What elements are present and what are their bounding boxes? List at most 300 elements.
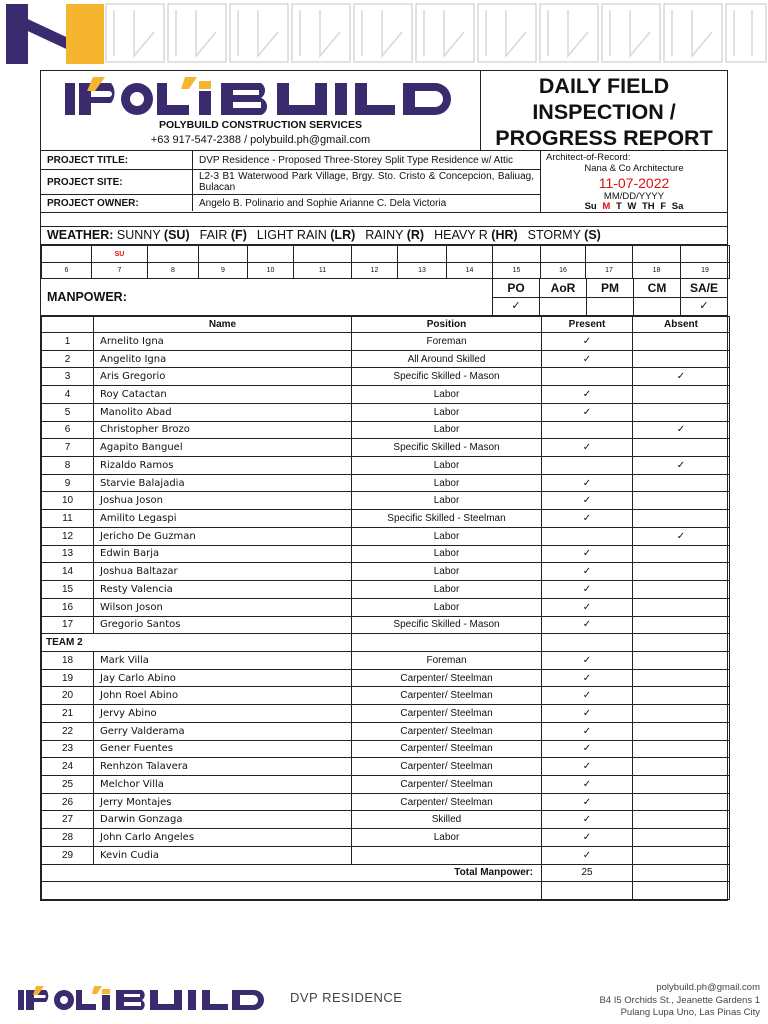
table-row [42,634,730,652]
project-site-value: L2-3 B1 Waterwood Park Village, Brgy. Sto. Cristo & Concepcion, Baliuag, Bulacan [199,171,534,193]
present-check[interactable]: ✓ [542,616,633,634]
absent-check[interactable] [633,386,730,404]
report-date: 11-07-2022 [598,175,670,191]
crew-number: 23 [42,740,94,758]
crew-position: Labor [352,403,542,421]
crew-position: Labor [352,527,542,545]
weather-hour-cell[interactable] [586,246,633,263]
absent-check[interactable] [633,439,730,457]
crew-number: 6 [42,421,94,439]
crew-name: Jericho De Guzman [94,527,352,545]
aor-value: Nana & Co Architecture [584,163,684,174]
absent-check[interactable] [633,545,730,563]
role-label: SA/E [681,279,727,298]
crew-name: Starvie Balajadia [94,474,352,492]
weather-option-text: HEAVY R [434,228,492,242]
present-check[interactable]: ✓ [542,386,633,404]
role-pm [587,279,634,315]
present-check[interactable] [542,527,633,545]
hour-label: 13 [398,263,447,279]
present-check[interactable]: ✓ [542,474,633,492]
company-contact: +63 917-547-2388 / polybuild.ph@gmail.com [150,134,371,146]
absent-check[interactable]: ✓ [633,421,730,439]
blank-cell [542,882,633,900]
table-row [42,333,730,351]
footer-address-block [599,982,760,1020]
weather-hour-grid [41,245,730,279]
weather-label: WEATHER: [47,228,117,242]
absent-check[interactable] [633,563,730,581]
table-row [42,563,730,581]
weather-option [528,228,601,242]
absent-check[interactable]: ✓ [633,457,730,475]
crew-position: Specific Skilled - Steelman [352,510,542,528]
table-row [42,403,730,421]
weather-hour-cell[interactable] [352,246,398,263]
crew-name: Gerry Valderama [94,722,352,740]
crew-position: Labor [352,421,542,439]
table-row [42,421,730,439]
report-title-line: PROGRESS REPORT [495,126,713,150]
absent-check[interactable] [633,598,730,616]
report-title-line: INSPECTION / [532,100,676,124]
weather-option [257,228,355,242]
crew-number: 22 [42,722,94,740]
crew-position: Labor [352,457,542,475]
crew-name: Jervy Abino [94,705,352,723]
hour-label: 9 [199,263,248,279]
crew-number: 12 [42,527,94,545]
absent-check[interactable] [633,793,730,811]
hour-label: 15 [493,263,541,279]
crew-number: 28 [42,829,94,847]
brand-block [41,71,481,150]
present-check[interactable]: ✓ [542,333,633,351]
role-cm [634,279,681,315]
weekday-t[interactable]: T [615,201,622,212]
weather-hour-cell[interactable] [681,246,730,263]
weather-hour-cell[interactable] [541,246,586,263]
crew-name: Agapito Banguel [94,439,352,457]
present-check[interactable]: ✓ [542,775,633,793]
hour-label: 16 [541,263,586,279]
absent-check[interactable] [633,705,730,723]
empty-cell [542,634,633,652]
crew-name: Jay Carlo Abino [94,669,352,687]
present-check[interactable]: ✓ [542,846,633,864]
report-title [481,71,727,150]
crew-name: Manolito Abad [94,403,352,421]
crew-name: Wilson Joson [94,598,352,616]
crew-position: Carpenter/ Steelman [352,758,542,776]
crew-position: Labor [352,829,542,847]
aor-label: Architect-of-Record: [546,152,631,163]
footer-project-name: DVP RESIDENCE [290,990,403,1005]
crew-position: Labor [352,474,542,492]
header-present: Present [542,317,633,333]
crew-name: Gregorio Santos [94,616,352,634]
present-check[interactable]: ✓ [542,669,633,687]
team-label: TEAM 2 [42,634,352,652]
present-check[interactable]: ✓ [542,722,633,740]
absent-check[interactable] [633,510,730,528]
weather-option-code: (HR) [491,228,518,242]
crew-position: Carpenter/ Steelman [352,740,542,758]
table-row [42,510,730,528]
role-po [493,279,540,315]
crew-name: Arnelito Igna [94,333,352,351]
crew-position: Specific Skilled - Mason [352,439,542,457]
table-row [42,616,730,634]
absent-check[interactable] [633,758,730,776]
absent-check[interactable] [633,829,730,847]
hour-label: 10 [248,263,294,279]
crew-position: Carpenter/ Steelman [352,687,542,705]
manpower-label: MANPOWER: [41,279,493,315]
crew-position: Foreman [352,651,542,669]
present-check[interactable]: ✓ [542,687,633,705]
absent-check[interactable] [633,811,730,829]
project-title-label: PROJECT TITLE: [41,151,193,169]
weekday-m[interactable]: M [602,201,611,212]
weather-option [365,228,424,242]
hour-label: 8 [148,263,199,279]
crew-number: 18 [42,651,94,669]
absent-check[interactable] [633,846,730,864]
role-aor [540,279,587,315]
project-info [41,151,727,213]
crew-number: 15 [42,581,94,599]
hours-row [42,263,730,279]
footer-address-line: Pulang Lupa Uno, Las Pinas City [620,1007,760,1018]
weather-option-code: (R) [406,228,425,242]
table-row [42,669,730,687]
spacer-row [41,213,727,227]
band-outline-pattern [104,2,768,64]
weather-option-text: STORMY [527,228,585,242]
present-check[interactable]: ✓ [542,581,633,599]
present-check[interactable]: ✓ [542,439,633,457]
crew-name: Joshua Joson [94,492,352,510]
crew-position: Carpenter/ Steelman [352,669,542,687]
weekday-sa[interactable]: Sa [671,201,684,212]
table-row [42,439,730,457]
header-name: Name [94,317,352,333]
weather-hour-cell[interactable] [447,246,493,263]
table-row [42,775,730,793]
table-row [42,651,730,669]
empty-cell [633,634,730,652]
weather-hour-cell[interactable] [199,246,248,263]
absent-check[interactable] [633,775,730,793]
table-row [42,758,730,776]
role-check[interactable] [540,298,586,315]
present-check[interactable]: ✓ [542,350,633,368]
crew-position: Labor [352,581,542,599]
crew-number: 21 [42,705,94,723]
crew-position: Foreman [352,333,542,351]
crew-number: 17 [42,616,94,634]
present-check[interactable]: ✓ [542,492,633,510]
role-label: PO [493,279,539,298]
absent-check[interactable] [633,722,730,740]
present-check[interactable]: ✓ [542,563,633,581]
crew-number: 11 [42,510,94,528]
weekday-selector [541,201,727,212]
weather-option-text: SUNNY [116,228,164,242]
crew-name: Rizaldo Ramos [94,457,352,475]
crew-number: 16 [42,598,94,616]
present-check[interactable]: ✓ [542,403,633,421]
project-owner-value: Angelo B. Polinario and Sophie Arianne C. Dela Victoria [199,197,447,209]
project-title-row [41,151,540,170]
project-owner-row [41,195,540,211]
crew-number: 1 [42,333,94,351]
weather-hour-cell[interactable] [294,246,352,263]
present-check[interactable]: ✓ [542,829,633,847]
crew-number: 19 [42,669,94,687]
table-row [42,581,730,599]
absent-check[interactable]: ✓ [633,527,730,545]
aor-date-block [541,151,727,212]
hour-label: 17 [586,263,633,279]
crew-number: 9 [42,474,94,492]
crew-number: 10 [42,492,94,510]
total-manpower-value: 25 [542,864,633,882]
role-check[interactable] [634,298,680,315]
table-row [42,793,730,811]
blank-footer-row [42,882,730,900]
absent-check[interactable] [633,581,730,599]
footer-polybuild-logo [18,986,280,1012]
absent-check[interactable] [633,403,730,421]
footer-email[interactable]: polybuild.ph@gmail.com [656,982,760,993]
crew-table [41,316,730,900]
crew-position: All Around Skilled [352,350,542,368]
weather-hour-cell[interactable] [42,246,92,263]
crew-name: Kevin Cudia [94,846,352,864]
role-sae [681,279,727,315]
table-row [42,687,730,705]
present-check[interactable] [542,368,633,386]
crew-position: Specific Skilled - Mason [352,368,542,386]
crew-number: 14 [42,563,94,581]
header-absent: Absent [633,317,730,333]
crew-name: Darwin Gonzaga [94,811,352,829]
table-row [42,492,730,510]
table-row [42,705,730,723]
crew-name: Joshua Baltazar [94,563,352,581]
table-row [42,829,730,847]
empty-cell [352,634,542,652]
blank-cell [42,882,542,900]
absent-check[interactable] [633,669,730,687]
crew-number: 4 [42,386,94,404]
hour-label: 11 [294,263,352,279]
crew-position: Labor [352,386,542,404]
crew-position: Labor [352,598,542,616]
weather-hour-cell[interactable] [248,246,294,263]
weather-option-text: RAINY [365,228,407,242]
present-check[interactable]: ✓ [542,758,633,776]
crew-number: 8 [42,457,94,475]
present-check[interactable]: ✓ [542,651,633,669]
crew-number: 20 [42,687,94,705]
present-check[interactable]: ✓ [542,811,633,829]
crew-name: Resty Valencia [94,581,352,599]
band-purple-block [6,4,28,64]
table-row [42,457,730,475]
table-row [42,722,730,740]
band-yellow-block [66,4,104,64]
table-row [42,386,730,404]
table-row [42,527,730,545]
project-site-row [41,170,540,195]
crew-position: Carpenter/ Steelman [352,793,542,811]
crew-name: Roy Catactan [94,386,352,404]
weather-option-code: (S) [584,228,601,242]
present-check[interactable]: ✓ [542,740,633,758]
crew-position: Skilled [352,811,542,829]
table-row [42,740,730,758]
company-name: POLYBUILD CONSTRUCTION SERVICES [158,119,363,131]
weekday-su[interactable]: Su [584,201,597,212]
absent-check[interactable] [633,474,730,492]
present-check[interactable]: ✓ [542,705,633,723]
weather-hour-cell[interactable] [398,246,447,263]
crew-name: John Roel Abino [94,687,352,705]
crew-number: 13 [42,545,94,563]
weather-option [434,228,518,242]
absent-check[interactable] [633,492,730,510]
project-title-value: DVP Residence - Proposed Three-Storey Split Type Residence w/ Attic [199,154,514,166]
weather-hour-cell[interactable] [493,246,541,263]
weather-hour-cell[interactable] [148,246,199,263]
hour-label: 12 [352,263,398,279]
weather-option [117,228,190,242]
crew-number: 2 [42,350,94,368]
table-row [42,474,730,492]
report-title-line: DAILY FIELD [538,74,670,98]
crew-number: 24 [42,758,94,776]
absent-check[interactable]: ✓ [633,368,730,386]
crew-name: John Carlo Angeles [94,829,352,847]
present-check[interactable] [542,421,633,439]
crew-name: Edwin Barja [94,545,352,563]
weather-cells-row [42,246,730,263]
weather-option-text: FAIR [199,228,231,242]
weather-option-code: (F) [230,228,247,242]
role-check[interactable]: ✓ [699,300,709,312]
report-header [41,71,727,151]
crew-position: Labor [352,492,542,510]
manpower-roles [493,279,727,315]
table-row [42,598,730,616]
absent-check[interactable] [633,350,730,368]
hour-label: 14 [447,263,493,279]
weekday-f[interactable]: F [660,201,667,212]
total-manpower-label: Total Manpower: [42,864,542,882]
role-check[interactable] [587,298,633,315]
table-row [42,368,730,386]
header-position: Position [352,317,542,333]
table-row [42,545,730,563]
crew-name: Aris Gregorio [94,368,352,386]
weekday-th[interactable]: TH [642,201,655,212]
crew-number: 26 [42,793,94,811]
present-check[interactable] [542,457,633,475]
total-empty-cell [633,864,730,882]
crew-position: Specific Skilled - Mason [352,616,542,634]
total-row [42,864,730,882]
crew-header-row [42,317,730,333]
crew-number: 7 [42,439,94,457]
role-label: PM [587,279,633,298]
crew-position: Labor [352,545,542,563]
weather-option-code: (SU) [163,228,190,242]
hour-label: 18 [633,263,681,279]
crew-name: Amilito Legaspi [94,510,352,528]
band-purple-diagonal [28,19,66,49]
present-check[interactable]: ✓ [542,510,633,528]
crew-name: Christopher Brozo [94,421,352,439]
weather-hour-cell[interactable]: SU [92,246,148,263]
project-info-fields [41,151,541,212]
crew-number: 27 [42,811,94,829]
present-check[interactable]: ✓ [542,793,633,811]
crew-name: Jerry Montajes [94,793,352,811]
crew-position: Carpenter/ Steelman [352,705,542,723]
crew-position: Carpenter/ Steelman [352,775,542,793]
role-label: AoR [540,279,586,298]
absent-check[interactable] [633,651,730,669]
weekday-w[interactable]: W [627,201,637,212]
project-owner-label: PROJECT OWNER: [41,195,193,211]
crew-position: Labor [352,563,542,581]
crew-name: Gener Fuentes [94,740,352,758]
weather-row [41,227,727,245]
absent-check[interactable] [633,616,730,634]
hour-label: 19 [681,263,730,279]
absent-check[interactable] [633,333,730,351]
crew-name: Melchor Villa [94,775,352,793]
crew-number: 29 [42,846,94,864]
blank-cell [633,882,730,900]
table-row [42,811,730,829]
role-check[interactable]: ✓ [511,300,521,312]
present-check[interactable]: ✓ [542,545,633,563]
role-label: CM [634,279,680,298]
hour-label: 7 [92,263,148,279]
crew-name: Mark Villa [94,651,352,669]
present-check[interactable]: ✓ [542,598,633,616]
absent-check[interactable] [633,740,730,758]
crew-number: 3 [42,368,94,386]
table-row [42,846,730,864]
weather-hour-cell[interactable] [633,246,681,263]
absent-check[interactable] [633,687,730,705]
weather-option-code: (LR) [330,228,356,242]
crew-number: 25 [42,775,94,793]
top-decorative-band [0,0,768,66]
manpower-row [41,279,727,316]
hour-label: 6 [42,263,92,279]
crew-name: Angelito Igna [94,350,352,368]
crew-number: 5 [42,403,94,421]
crew-position: Carpenter/ Steelman [352,722,542,740]
footer-address-line: B4 I5 Orchids St., Jeanette Gardens 1 [599,994,760,1006]
polybuild-logo [65,77,457,119]
